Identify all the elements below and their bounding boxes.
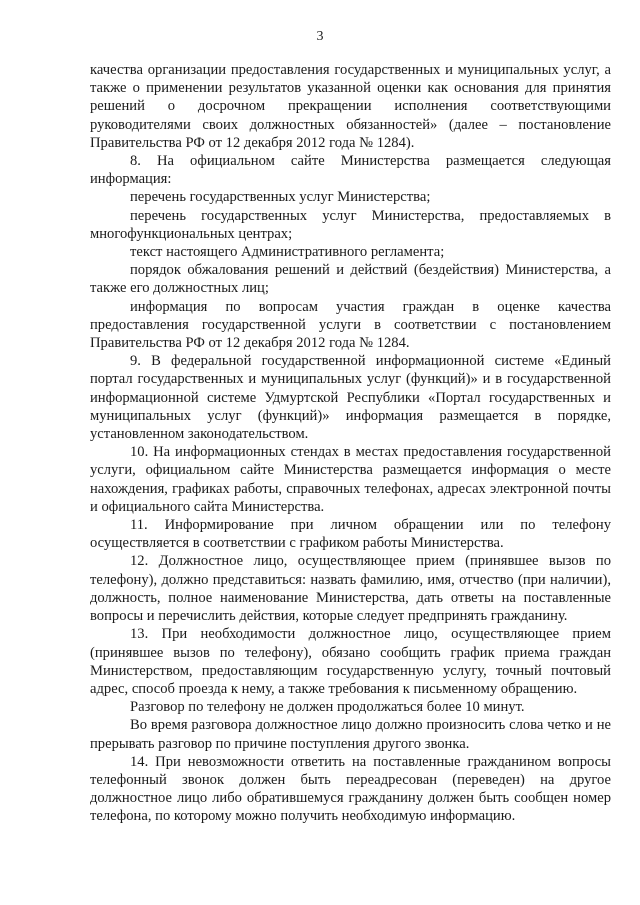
paragraph-item-8: 8. На официальном сайте Министерства размещается следующая информация: [90,153,611,188]
paragraph-item-11: 11. Информирование при личном обращении или по телефону осуществляется в соответствии с графиком работы Министерства. [90,517,611,552]
list-item-services-mfc: перечень государственных услуг Министерства, предоставляемых в многофункциональных центрах; [90,207,611,242]
paragraph-call-duration: Разговор по телефону не должен продолжаться более 10 минут. [130,699,525,716]
list-item-regulation-text: текст настоящего Административного регламента; [130,244,445,261]
list-item-quality-assessment: информация по вопросам участия граждан в оценке качества предоставления государственной услуги в соответствии с постановлением Правительства РФ от 12 декабря 2012 года № 1284. [90,298,611,352]
list-item-appeal-procedure: порядок обжалования решений и действий (бездействия) Министерства, а также его должностных лиц; [90,262,611,297]
paragraph-item-14: 14. При невозможности ответить на поставленные гражданином вопросы телефонный звонок должен быть переадресован (переведен) на другое должностное лицо либо обратившемуся гражданину должен быть сообщен номер телефона, по которому можно получить необходимую информацию. [90,753,611,825]
document-body [90,61,611,826]
paragraph-item-10: 10. На информационных стендах в местах предоставления государственной услуги, официальном сайте Министерства размещается информация о месте нахождения, графиках работы, справочных телефонах, адресах электронной почты и официального сайта Министерства. [90,444,611,515]
paragraph-item-9: 9. В федеральной государственной информационной системе «Единый портал государственных и муниципальных услуг (функций)» и в государственной информационной системе Удмуртской Республики «Портал государственных и муниципальных услуг (функций)» информация размещается в порядке, установленном законодательством. [90,353,611,443]
paragraph-item-13: 13. При необходимости должностное лицо, осуществляющее прием (принявшее вызов по телефону), обязано сообщить график приема граждан Министерством, предоставляющим государственную услугу, точный почтовый адрес, способ проезда к нему, а также требования к письменному обращению. [90,626,611,697]
paragraph-item-12: 12. Должностное лицо, осуществляющее прием (принявшее вызов по телефону), должно представиться: назвать фамилию, имя, отчество (при наличии), должность, полное наименование Министерства, дать ответы на поставленные вопросы и перечислить действия, которые следует предпринять гражданину. [90,553,611,625]
page-number: 3 [316,29,324,44]
list-item-services: перечень государственных услуг Министерства; [130,189,431,206]
paragraph-call-conduct: Во время разговора должностное лицо должно произносить слова четко и не прерывать разговор по причине поступления другого звонка. [90,717,611,752]
paragraph-continuation: качества организации предоставления государственных и муниципальных услуг, а также о применении результатов указанной оценки как основания для принятия решений о досрочном прекращении исполнения соответствующими руководителями своих должностных обязанностей» (далее – постановление Правительства РФ от 12 декабря 2012 года № 1284). [90,62,611,151]
